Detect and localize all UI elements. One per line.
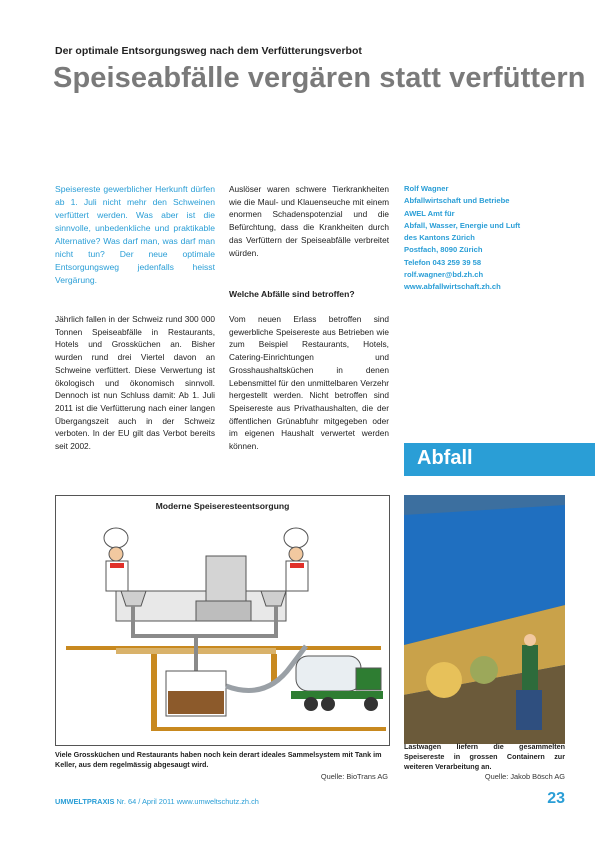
photo-credit: Quelle: Jakob Bösch AG [484,772,565,781]
truck-photo [404,495,565,744]
footer [55,797,259,806]
body-column-1: Jährlich fallen in der Schweiz rund 300 000 Tonnen Speiseabfälle in Restaurants, Hotels und Grossküchen an. Bisher wurden rund drei Viertel davon an Schweine verfüttert. Diese Verwertung ist ökologisch und ökonomisch sinnvoll. Dennoch ist nun Schluss damit: Ab 1. Juli 2011 ist die Verfütterung nach einer langen Übergangszeit auch in der Schweiz verboten. In der EU gilt das Verbot bereits seit 2002. [55,314,215,452]
contact-line: des Kantons Zürich [404,233,475,243]
contact-line: Abfall, Wasser, Energie und Luft [404,220,521,230]
subheading: Welche Abfälle sind betroffen? [229,289,355,299]
footer-url[interactable]: www.umweltschutz.zh.ch [176,797,259,806]
contact-email[interactable]: rolf.wagner@bd.zh.ch [404,270,484,280]
photo-image [404,495,565,744]
contact-line: AWEL Amt für [404,208,455,218]
figure-illustration [55,495,390,746]
lead-paragraph: Speisereste gewerblicher Herkunft dürfen ab 1. Juli nicht mehr den Schweinen verfüttert werden. Was aber ist die sinnvolle, unbedenkliche und praktikable Alternative? Was darf man, was darf man nicht tun? Der neue optimale Entsorgungsweg jedenfalls heisst Vergärung. [55,184,215,285]
figure-title: Moderne Speiseresteentsorgung [155,501,290,511]
chef-left [104,528,128,591]
section-tag-label: Abfall [417,447,473,469]
contact-phone: Telefon 043 259 39 58 [404,257,482,267]
contact-web[interactable]: www.abfallwirtschaft.zh.ch [404,282,501,292]
contact-line: Postfach, 8090 Zürich [404,245,483,255]
body-column-2b: Vom neuen Erlass betroffen sind gewerbliche Speisereste aus Betrieben wie zum Beispiel Restaurants, Hotels, Catering-Einrichtungen und Grosshaushaltsküchen in denen Lebensmittel für den unmittelbaren Verzehr hergestellt werden. Nicht betroffen sind Speisereste aus Privathaushalten, die der öffentlichen Grünabfuhr mitgegeben oder im eigenen Haushalt verwertet werden können. [229,314,389,452]
footer-brand: UMWELTPRAXIS [55,797,115,806]
page-number: 23 [547,790,565,807]
chef-right [284,528,308,591]
photo-caption: Lastwagen liefern die gesammelten Speisereste in grossen Containern zur weiteren Verarbeitung an. [404,742,565,771]
page-title: Speiseabfälle vergären statt verfüttern [53,62,586,94]
footer-issue: Nr. 64 / April 2011 [116,797,175,806]
figure-credit: Quelle: BioTrans AG [320,772,388,781]
contact-name: Rolf Wagner [404,184,449,193]
contact-line: Abfallwirtschaft und Betriebe [404,196,510,206]
section-tag [404,443,595,476]
body-column-2: Auslöser waren schwere Tierkrankheiten wie die Maul- und Klauenseuche mit einem enormen Schadenspotenzial und die Befürchtung, dass die Krankheiten durch das Verfüttern der Speiseabfälle verbreitet würden. [229,184,389,258]
figure-caption: Viele Grossküchen und Restaurants haben noch kein derart ideales Sammelsystem mit Tank im Keller, aus dem regelmässig abgesaugt wird. [55,750,382,769]
kicker: Der optimale Entsorgungsweg nach dem Verfütterungsverbot [55,45,362,57]
truck-illustration [291,656,383,711]
kitchen-illustration [56,496,389,745]
contact-box [404,183,554,294]
